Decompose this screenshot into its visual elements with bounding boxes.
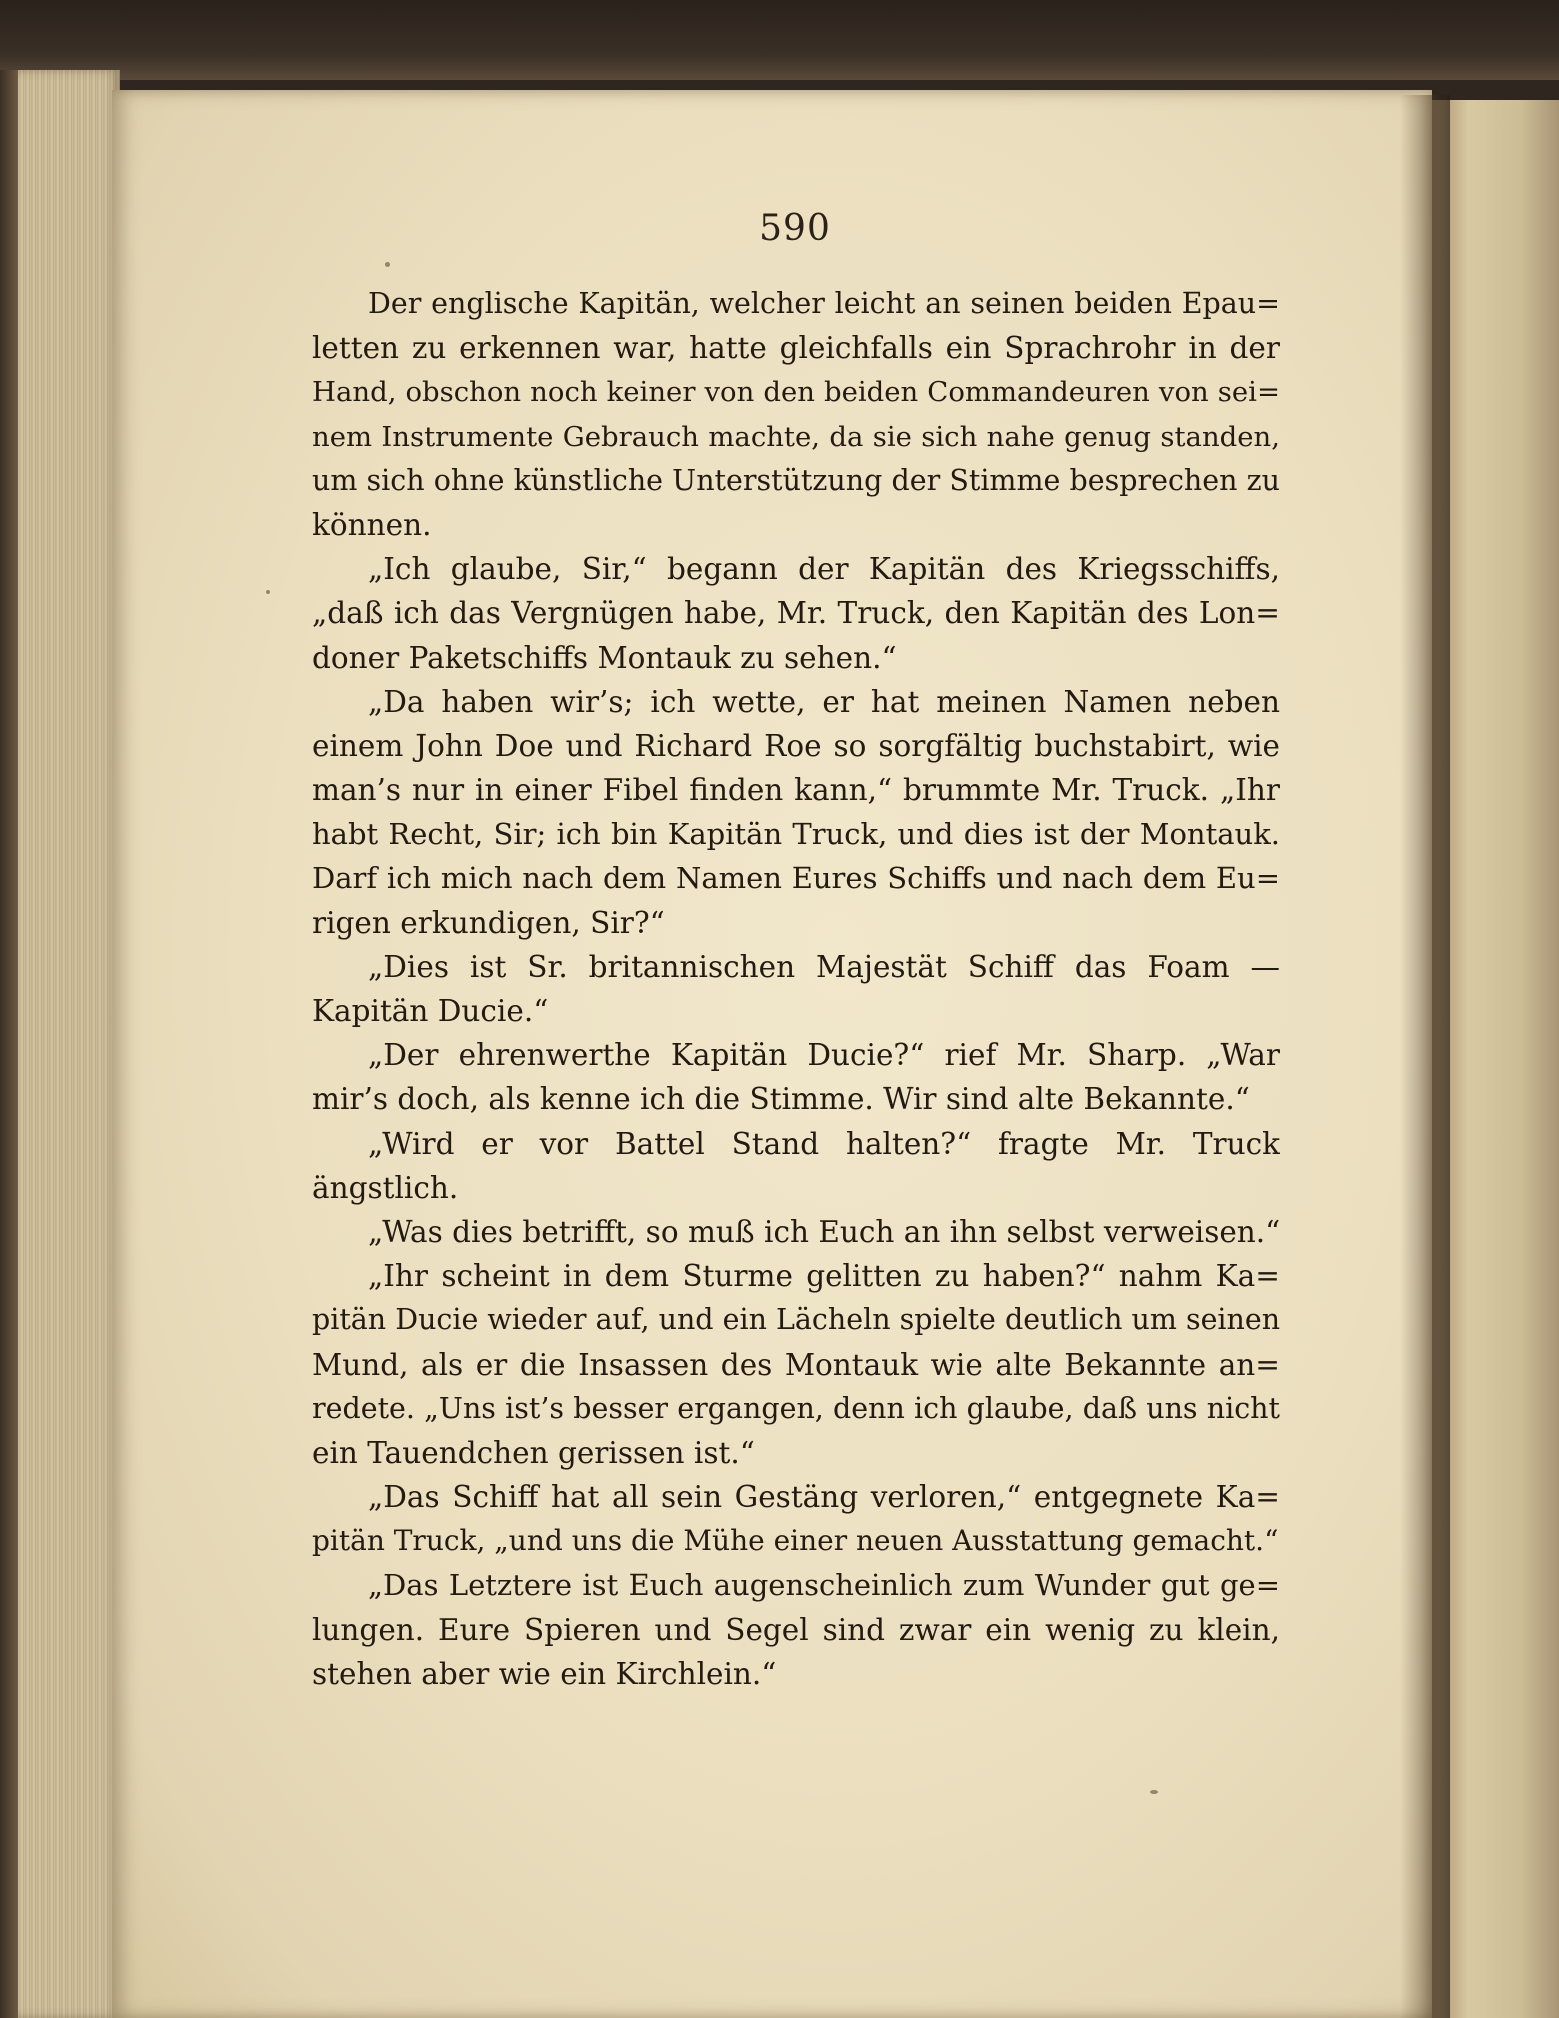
text-line: „Dies ist Sr. britannischen Majestät Schiff das Foam —	[368, 949, 1280, 984]
text-line: man’s nur in einer Fibel finden kann,“ brummte Mr. Truck. „Ihr	[312, 773, 1280, 808]
text-line: Mund, als er die Insassen des Montauk wie alte Bekannte an=	[312, 1347, 1280, 1382]
text-line: pitän Truck, „und uns die Mühe einer neuen Ausstattung gemacht.“	[312, 1524, 1279, 1558]
text-line: um sich ohne künstliche Unterstützung der Stimme besprechen zu	[312, 463, 1280, 497]
text-line: Hand, obschon noch keiner von den beiden Commandeuren von sei=	[312, 376, 1280, 409]
text-line: mir’s doch, als kenne ich die Stimme. Wir sind alte Bekannte.“	[312, 1082, 1250, 1117]
book-binding-edge	[0, 70, 18, 2018]
book-cover-top	[0, 0, 1559, 80]
text-line: Der englische Kapitän, welcher leicht an seinen beiden Epau=	[368, 287, 1280, 320]
text-line: „Ich glaube, Sir,“ begann der Kapitän des Kriegsschiffs,	[368, 552, 1280, 587]
text-line: rigen erkundigen, Sir?“	[312, 905, 665, 940]
text-line: habt Recht, Sir; ich bin Kapitän Truck, und dies ist der Montauk.	[312, 817, 1280, 852]
text-line: „Der ehrenwerthe Kapitän Ducie?“ rief Mr. Sharp. „War	[368, 1038, 1280, 1073]
text-line: redete. „Uns ist’s besser ergangen, denn ich glaube, daß uns nicht	[312, 1391, 1280, 1425]
text-line: „Da haben wir’s; ich wette, er hat meinen Namen neben	[368, 684, 1280, 719]
text-line: „Ihr scheint in dem Sturme gelitten zu haben?“ nahm Ka=	[368, 1259, 1280, 1294]
page-stack-edges	[0, 70, 120, 2018]
text-line: „Das Letztere ist Euch augenscheinlich zum Wunder gut ge=	[368, 1568, 1280, 1603]
text-line: „Wird er vor Battel Stand halten?“ fragte Mr. Truck	[368, 1126, 1280, 1161]
text-line: letten zu erkennen war, hatte gleichfalls ein Sprachrohr in der	[312, 331, 1280, 366]
text-line: Darf ich mich nach dem Namen Eures Schiffs und nach dem Eu=	[312, 861, 1280, 896]
paper-speck	[385, 262, 390, 267]
text-line: „daß ich das Vergnügen habe, Mr. Truck, den Kapitän des Lon=	[312, 596, 1280, 631]
body-text	[312, 282, 1280, 1696]
text-line: ängstlich.	[312, 1170, 459, 1205]
text-line: können.	[312, 507, 432, 542]
paper-speck	[266, 590, 270, 594]
page-number: 590	[759, 208, 831, 249]
text-line: stehen aber wie ein Kirchlein.“	[312, 1656, 777, 1691]
gutter-shadow	[1400, 95, 1450, 2018]
text-line: ein Tauendchen gerissen ist.“	[312, 1435, 755, 1470]
text-line: nem Instrumente Gebrauch machte, da sie sich nahe genug standen,	[312, 420, 1280, 453]
text-line: einem John Doe und Richard Roe so sorgfältig buchstabirt, wie	[312, 728, 1280, 763]
text-line: Kapitän Ducie.“	[312, 994, 549, 1028]
text-line: „Was dies betrifft, so muß ich Euch an ihn selbst verweisen.“	[368, 1214, 1280, 1249]
text-line: pitän Ducie wieder auf, und ein Lächeln spielte deutlich um seinen	[312, 1303, 1280, 1337]
text-line: „Das Schiff hat all sein Gestäng verloren,“ entgegnete Ka=	[368, 1480, 1280, 1515]
text-line: lungen. Eure Spieren und Segel sind zwar ein wenig zu klein,	[312, 1612, 1280, 1647]
text-line: doner Paketschiffs Montauk zu sehen.“	[312, 640, 897, 675]
paper-speck	[1150, 1790, 1158, 1794]
